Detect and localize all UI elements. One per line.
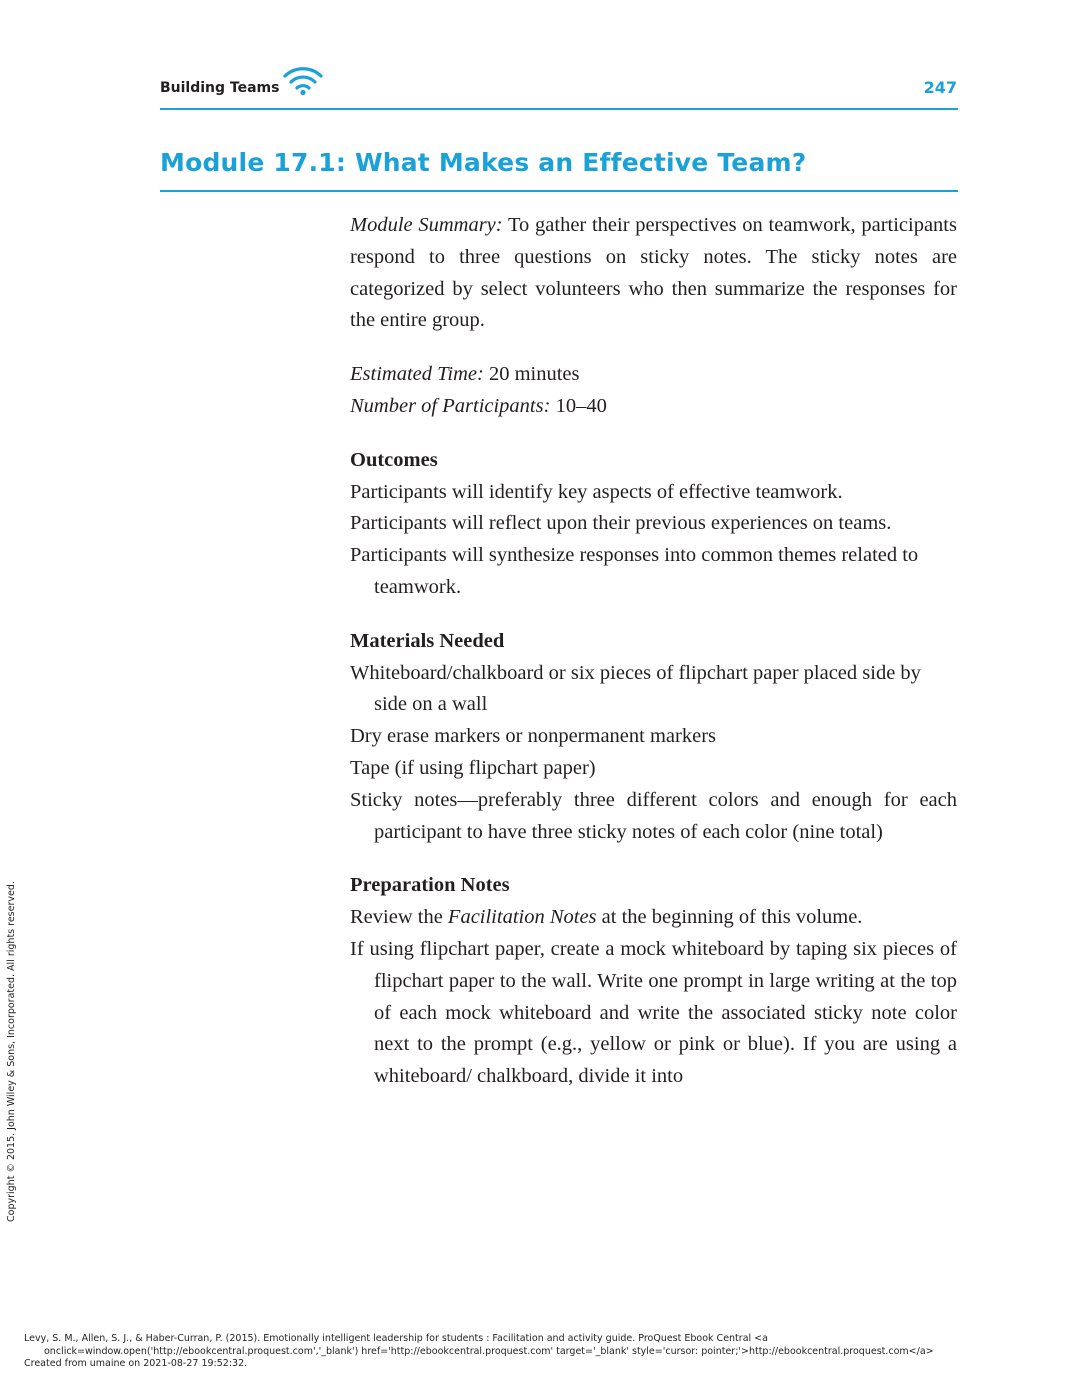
module-title: Module 17.1: What Makes an Effective Team? (160, 148, 807, 177)
module-summary (350, 210, 957, 337)
summary-label: Module Summary: (350, 214, 503, 236)
title-rule (160, 190, 958, 192)
footer-line-3: Created from umaine on 2021-08-27 19:52:32. (24, 1358, 248, 1369)
outcome-item: Participants will synthesize responses into common themes related to teamwork. (350, 544, 919, 598)
outcome-item: Participants will reflect upon their previous experiences on teams. (350, 512, 892, 535)
footer-line-1: Levy, S. M., Allen, S. J., & Haber-Curran, P. (2015). Emotionally intelligent leadership for students : Facilitation and activity guide. ProQuest Ebook Central <a (24, 1333, 768, 1344)
module-content (350, 210, 957, 1093)
material-item: Whiteboard/chalkboard or six pieces of flipchart paper placed side by side on a wall (350, 661, 921, 716)
preparation-flipchart: If using flipchart paper, create a mock whiteboard by taping six pieces of flipchart paper to the wall. Write one prompt in large writing at the top of each mock whiteboard and write the associated sticky note color next to the prompt (e.g., yellow or pink or blue). If you are using a whiteboard/ chalkboard, divide it into (350, 937, 957, 1088)
preparation-review (350, 902, 957, 934)
participant-count (350, 391, 957, 423)
wifi-icon (282, 64, 324, 96)
material-item: Dry erase markers or nonpermanent markers (350, 725, 716, 748)
material-item: Sticky notes—preferably three different colors and enough for each participant to have three sticky notes of each color (nine total) (350, 788, 957, 843)
footer-line-2: onclick=window.open('http://ebookcentral.proquest.com','_blank') href='http://ebookcentral.proquest.com' target='_blank' style='cursor: pointer;'>http://ebookcentral.proquest.com</a> (44, 1345, 934, 1357)
time-label: Estimated Time: (350, 363, 484, 386)
estimated-time (350, 359, 957, 391)
outcome-item: Participants will identify key aspects of effective teamwork. (350, 480, 843, 503)
running-header-section: Building Teams (160, 80, 280, 96)
summary-text: To gather their perspectives on teamwork, participants respond to three questions on sticky notes. The sticky notes are categorized by select volunteers who then summarize the responses for the entire group. (350, 214, 957, 332)
participants-value: 10–40 (555, 394, 607, 417)
preparation-heading: Preparation Notes (350, 874, 510, 897)
page-number: 247 (923, 78, 957, 97)
side-copyright: Copyright © 2015. John Wiley & Sons, Incorporated. All rights reserved. (6, 881, 17, 1222)
material-item: Tape (if using flipchart paper) (350, 756, 596, 779)
review-before: Review the (350, 906, 443, 929)
materials-heading: Materials Needed (350, 629, 505, 652)
review-after: at the beginning of this volume. (601, 906, 863, 929)
citation-footer (24, 1333, 934, 1371)
header-rule (160, 108, 958, 110)
participants-label: Number of Participants: (350, 394, 551, 417)
outcomes-heading: Outcomes (350, 448, 438, 471)
time-value: 20 minutes (488, 363, 580, 386)
facilitation-notes-ref: Facilitation Notes (447, 906, 597, 929)
